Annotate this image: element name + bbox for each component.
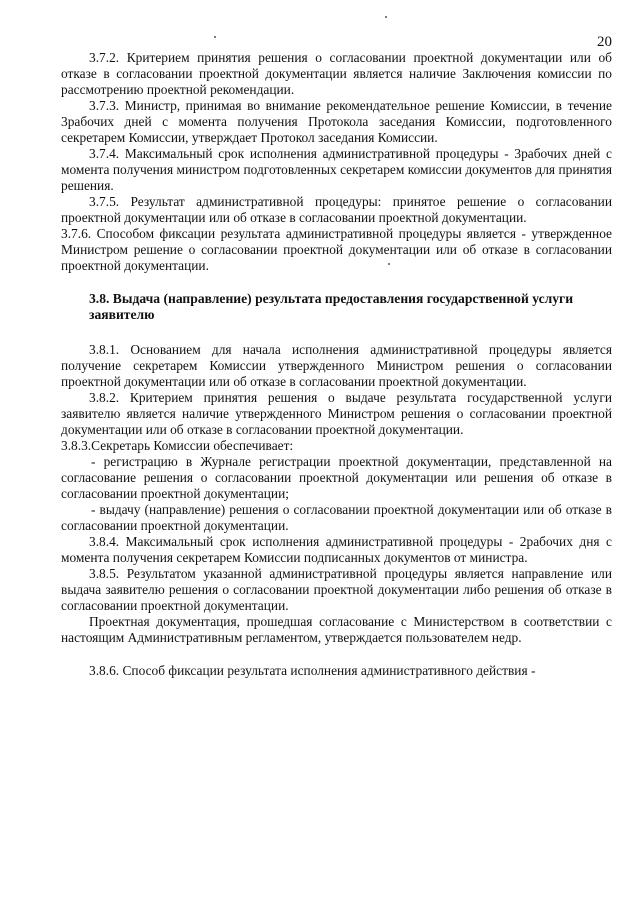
- spacer: [61, 646, 612, 663]
- scan-speck: [385, 16, 387, 18]
- paragraph-3-8-2: 3.8.2. Критерием принятия решения о выдаче результата государственной услуги заявителю является наличие утвержденного Министром решения о согласовании проектной документации или об отказе в согласовании проектной документации.: [61, 390, 612, 437]
- paragraph-3-8-1: 3.8.1. Основанием для начала исполнения административной процедуры является получение секретарем Комиссии утвержденного Министром решения о согласовании проектной документации или об отказе в согласовании проектной документации.: [61, 342, 612, 389]
- paragraph-3-7-5: 3.7.5. Результат административной процедуры: принятое решение о согласовании проектной документации или об отказе в согласовании проектной документации.: [61, 194, 612, 225]
- scan-speck: [214, 36, 216, 38]
- list-item-issuance: - выдачу (направление) решения о согласовании проектной документации или об отказе в согласовании проектной документации.: [61, 502, 612, 533]
- list-item-registration: - регистрацию в Журнале регистрации проектной документации, представленной на согласование решения о согласовании проектной документации или решения об отказе в согласовании проектной документации;: [61, 454, 612, 501]
- paragraph-3-8-3: 3.8.3.Секретарь Комиссии обеспечивает:: [61, 438, 294, 453]
- paragraph-3-7-3: 3.7.3. Министр, принимая во внимание рекомендательное решение Комиссии, в течение 3рабочих дней с момента получения Протокола заседания Комиссии, подготовленного секретарем Комиссии, утверждает Протокол заседания Комиссии.: [61, 98, 612, 145]
- spacer: [61, 323, 612, 342]
- page-number: 20: [597, 34, 612, 50]
- paragraph-3-8-4: 3.8.4. Максимальный срок исполнения административной процедуры - 2рабочих дня с момента получения секретарем Комиссии подписанных документов от министра.: [61, 534, 612, 565]
- section-heading-3-8: 3.8. Выдача (направление) результата предоставления государственной услуги заявителю: [89, 291, 574, 322]
- document-body: [61, 50, 612, 679]
- paragraph-3-7-6: 3.7.6. Способом фиксации результата административной процедуры является - утвержденное Министром решение о согласовании проектной документации или об отказе в согласовании проектной документации.: [61, 226, 612, 273]
- paragraph-project-approval: Проектная документация, прошедшая согласование с Министерством в соответствии с настоящим Административным регламентом, утверждается пользователем недр.: [61, 614, 612, 645]
- paragraph-3-7-4: 3.7.4. Максимальный срок исполнения административной процедуры - 3рабочих дней с момента получения министром подготовленных секретарем комиссии документов для принятия решения.: [61, 146, 612, 193]
- paragraph-3-7-2: 3.7.2. Критерием принятия решения о согласовании проектной документации или об отказе в согласовании проектной документации является наличие Заключения комиссии по рассмотрению проектной рекомендации.: [61, 50, 612, 97]
- paragraph-3-8-6: 3.8.6. Способ фиксации результата исполнения административного действия -: [89, 663, 536, 678]
- scan-speck: [388, 263, 390, 265]
- spacer: [61, 274, 612, 291]
- paragraph-3-8-5: 3.8.5. Результатом указанной административной процедуры является направление или выдача заявителю решения о согласовании проектной документации либо решения об отказе в согласовании проектной документации.: [61, 566, 612, 613]
